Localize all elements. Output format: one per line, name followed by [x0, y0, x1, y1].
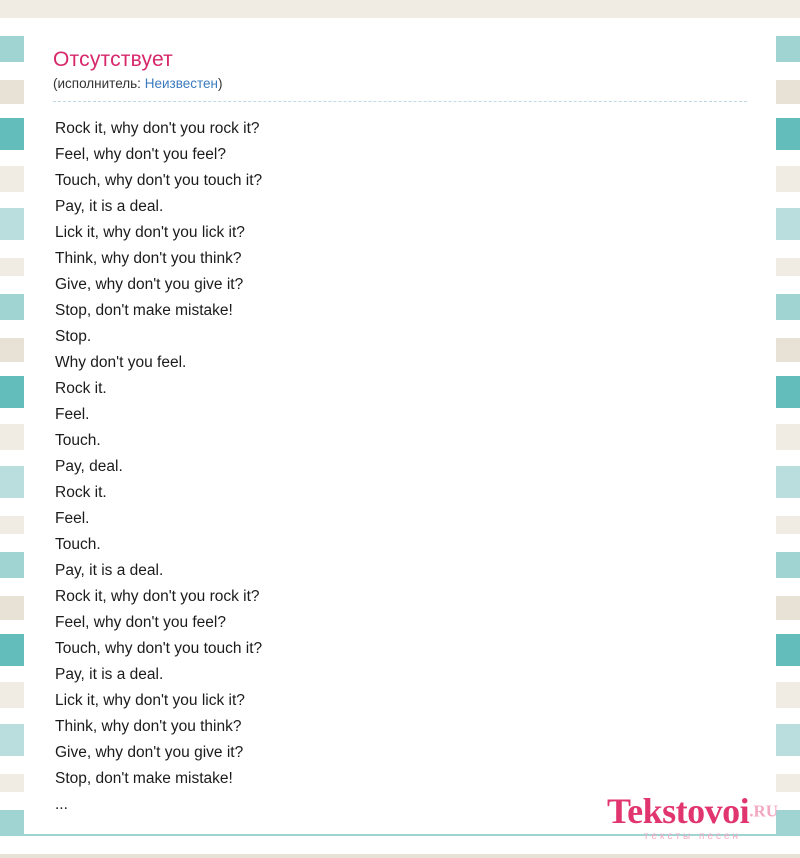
lyric-line: Feel, why don't you feel?: [55, 146, 226, 164]
site-logo: [607, 793, 778, 842]
artist-link[interactable]: Неизвестен: [144, 76, 218, 92]
artist-line: [53, 76, 747, 91]
lyric-line: Touch, why don't you touch it?: [55, 640, 263, 658]
lyric-line: Feel.: [55, 406, 90, 424]
lyric-line: Lick it, why don't you lick it?: [55, 224, 245, 242]
lyric-line: Think, why don't you think?: [55, 250, 242, 268]
lyric-line: Pay, deal.: [55, 458, 123, 476]
lyric-line: Stop.: [55, 328, 92, 346]
lyric-line: Pay, it is a deal.: [55, 666, 164, 684]
lyric-line: Touch, why don't you touch it?: [55, 172, 263, 190]
lyric-line: Rock it, why don't you rock it?: [55, 588, 260, 606]
lyric-line: Touch.: [55, 536, 101, 554]
lyric-line: Feel, why don't you feel?: [55, 614, 226, 632]
page-title: Отсутствует: [53, 48, 173, 71]
lyric-line: Rock it.: [55, 484, 107, 502]
divider: [53, 101, 747, 102]
logo-tld: .RU: [749, 801, 778, 821]
lyric-line: ...: [55, 796, 68, 814]
lyrics-card: [24, 24, 776, 834]
artist-prefix-label: (исполнитель:: [53, 76, 141, 92]
lyric-line: Give, why don't you give it?: [55, 744, 244, 762]
lyric-line: Pay, it is a deal.: [55, 562, 164, 580]
lyric-line: Pay, it is a deal.: [55, 198, 164, 216]
lyric-line: Give, why don't you give it?: [55, 276, 244, 294]
lyric-line: Lick it, why don't you lick it?: [55, 692, 245, 710]
artist-suffix-label: ): [217, 76, 223, 92]
lyrics-text: [53, 116, 747, 818]
lyric-line: Rock it.: [55, 380, 107, 398]
lyric-line: Why don't you feel.: [55, 354, 187, 372]
lyric-line: Feel.: [55, 510, 90, 528]
lyric-line: Rock it, why don't you rock it?: [55, 120, 260, 138]
lyric-line: Stop, don't make mistake!: [55, 302, 233, 320]
lyric-line: Think, why don't you think?: [55, 718, 242, 736]
logo-wordmark: Tekstovoi: [606, 791, 750, 831]
lyric-line: Touch.: [55, 432, 101, 450]
logo-subtitle: тексты песен: [643, 831, 742, 842]
lyric-line: Stop, don't make mistake!: [55, 770, 233, 788]
